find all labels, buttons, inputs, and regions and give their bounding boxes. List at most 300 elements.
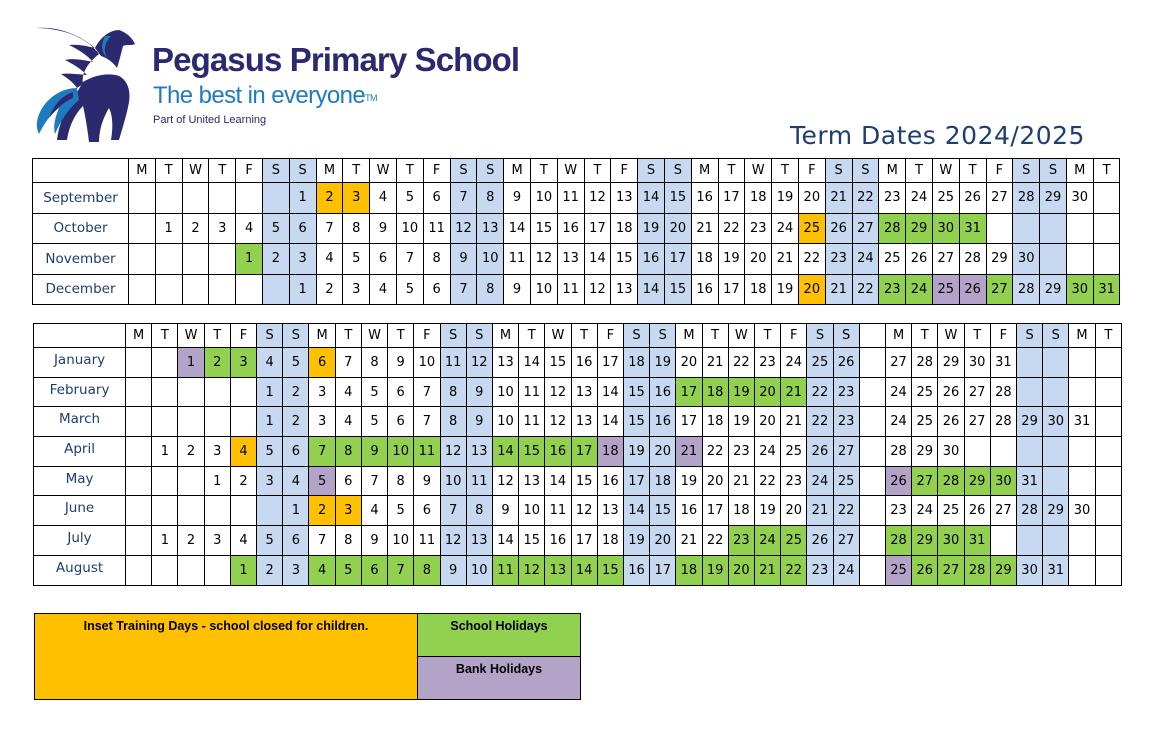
month-label: June — [34, 496, 126, 526]
weekday-header: S — [638, 159, 665, 183]
day-cell: 10 — [477, 244, 504, 275]
day-cell: 4 — [230, 437, 256, 467]
empty-cell — [126, 377, 152, 407]
empty-cell — [1043, 377, 1069, 407]
empty-cell — [126, 555, 152, 585]
weekday-header: S — [650, 324, 676, 348]
day-cell: 30 — [938, 526, 964, 556]
day-cell: 4 — [370, 274, 397, 305]
day-cell: 20 — [650, 526, 676, 556]
day-cell: 24 — [912, 496, 938, 526]
day-cell: 20 — [754, 377, 780, 407]
day-cell: 5 — [257, 437, 283, 467]
day-cell: 26 — [938, 377, 964, 407]
day-cell: 8 — [335, 437, 361, 467]
gap-cell — [859, 437, 885, 467]
day-cell: 30 — [990, 466, 1016, 496]
empty-cell — [1095, 526, 1121, 556]
weekday-header: M — [885, 324, 911, 348]
day-cell: 28 — [1016, 496, 1042, 526]
day-cell: 6 — [283, 526, 309, 556]
day-cell: 25 — [781, 437, 807, 467]
day-cell: 14 — [638, 274, 665, 305]
day-cell: 15 — [530, 213, 557, 244]
month-label: July — [34, 526, 126, 556]
day-cell: 13 — [466, 526, 492, 556]
day-cell: 15 — [664, 183, 691, 214]
day-cell: 13 — [545, 555, 571, 585]
weekday-header: S — [257, 324, 283, 348]
day-cell: 28 — [885, 437, 911, 467]
month-row — [34, 466, 1122, 496]
day-cell: 14 — [492, 437, 518, 467]
day-cell: 19 — [702, 555, 728, 585]
day-cell: 6 — [388, 407, 414, 437]
empty-cell — [126, 496, 152, 526]
day-cell: 4 — [309, 555, 335, 585]
weekday-header: W — [557, 159, 584, 183]
weekday-header: M — [1066, 159, 1093, 183]
day-cell: 29 — [938, 348, 964, 378]
day-cell: 22 — [798, 244, 825, 275]
day-cell: 27 — [964, 407, 990, 437]
day-cell: 12 — [545, 377, 571, 407]
day-cell: 21 — [676, 526, 702, 556]
day-cell: 27 — [852, 213, 879, 244]
day-cell: 29 — [986, 244, 1013, 275]
day-cell: 22 — [833, 496, 859, 526]
day-cell: 22 — [702, 437, 728, 467]
day-cell: 17 — [664, 244, 691, 275]
day-cell: 10 — [530, 274, 557, 305]
day-cell: 31 — [990, 348, 1016, 378]
day-cell: 21 — [807, 496, 833, 526]
empty-cell — [204, 377, 230, 407]
day-cell: 18 — [623, 348, 649, 378]
day-cell: 30 — [1066, 274, 1093, 305]
day-cell: 5 — [361, 407, 387, 437]
day-cell: 17 — [718, 183, 745, 214]
empty-cell — [204, 555, 230, 585]
day-cell: 23 — [754, 348, 780, 378]
day-cell: 6 — [388, 377, 414, 407]
day-cell: 11 — [466, 466, 492, 496]
day-cell: 5 — [343, 244, 370, 275]
day-cell: 18 — [745, 274, 772, 305]
day-cell: 26 — [885, 466, 911, 496]
weekday-header: T — [718, 159, 745, 183]
empty-cell — [230, 407, 256, 437]
day-cell: 11 — [557, 183, 584, 214]
day-cell: 1 — [283, 496, 309, 526]
day-cell: 20 — [664, 213, 691, 244]
weekday-header: W — [932, 159, 959, 183]
empty-cell — [1043, 526, 1069, 556]
empty-cell — [1093, 183, 1120, 214]
empty-cell — [155, 183, 182, 214]
day-cell: 24 — [833, 555, 859, 585]
weekday-header: T — [155, 159, 182, 183]
day-cell: 15 — [519, 526, 545, 556]
weekday-header: T — [388, 324, 414, 348]
weekday-header: M — [492, 324, 518, 348]
day-cell: 11 — [492, 555, 518, 585]
empty-cell — [986, 213, 1013, 244]
weekday-header: T — [702, 324, 728, 348]
day-cell: 5 — [335, 555, 361, 585]
day-cell: 8 — [466, 496, 492, 526]
weekday-header: M — [316, 159, 343, 183]
weekday-header: S — [623, 324, 649, 348]
weekday-header: S — [807, 324, 833, 348]
weekday-header: S — [1013, 159, 1040, 183]
gap-cell — [859, 526, 885, 556]
weekday-header: T — [912, 324, 938, 348]
day-cell: 13 — [477, 213, 504, 244]
day-cell: 12 — [466, 348, 492, 378]
day-cell: 10 — [396, 213, 423, 244]
day-cell: 16 — [623, 555, 649, 585]
weekday-header: S — [833, 324, 859, 348]
day-cell: 20 — [798, 183, 825, 214]
day-cell: 1 — [152, 437, 178, 467]
weekday-header: W — [182, 159, 209, 183]
day-cell: 12 — [440, 526, 466, 556]
weekday-header: S — [825, 159, 852, 183]
gap-cell — [859, 377, 885, 407]
weekday-header: T — [209, 159, 236, 183]
month-label: May — [34, 466, 126, 496]
day-cell: 7 — [309, 526, 335, 556]
empty-cell — [1016, 437, 1042, 467]
empty-cell — [152, 496, 178, 526]
weekday-header: S — [1016, 324, 1042, 348]
weekday-header: F — [990, 324, 1016, 348]
empty-cell — [178, 555, 204, 585]
day-cell: 24 — [906, 274, 933, 305]
empty-cell — [1043, 348, 1069, 378]
weekday-header: S — [283, 324, 309, 348]
day-cell: 22 — [718, 213, 745, 244]
day-cell: 16 — [545, 437, 571, 467]
day-cell: 9 — [440, 555, 466, 585]
day-cell: 9 — [388, 348, 414, 378]
pegasus-logo-icon — [27, 22, 142, 146]
day-cell: 10 — [388, 437, 414, 467]
day-cell: 13 — [597, 496, 623, 526]
month-row — [33, 183, 1120, 214]
weekday-header: F — [781, 324, 807, 348]
day-cell: 1 — [236, 244, 263, 275]
weekday-header: F — [798, 159, 825, 183]
day-cell: 6 — [309, 348, 335, 378]
day-cell: 12 — [492, 466, 518, 496]
day-cell: 22 — [807, 407, 833, 437]
month-label: March — [34, 407, 126, 437]
weekday-header — [859, 324, 885, 348]
empty-cell — [1040, 244, 1067, 275]
day-cell: 4 — [361, 496, 387, 526]
day-cell: 25 — [932, 274, 959, 305]
month-label: October — [33, 213, 129, 244]
day-cell: 1 — [257, 407, 283, 437]
day-cell: 20 — [754, 407, 780, 437]
empty-cell — [230, 377, 256, 407]
weekday-header: F — [414, 324, 440, 348]
day-cell: 4 — [257, 348, 283, 378]
day-cell: 14 — [584, 244, 611, 275]
month-row — [34, 496, 1122, 526]
day-cell: 2 — [316, 274, 343, 305]
day-cell: 28 — [990, 377, 1016, 407]
weekday-header: S — [289, 159, 316, 183]
month-label: February — [34, 377, 126, 407]
day-cell: 23 — [781, 466, 807, 496]
day-cell: 6 — [370, 244, 397, 275]
day-cell: 15 — [597, 555, 623, 585]
day-cell: 31 — [1093, 274, 1120, 305]
day-cell: 20 — [728, 555, 754, 585]
weekday-header: F — [236, 159, 263, 183]
day-cell: 25 — [798, 213, 825, 244]
weekday-header: W — [370, 159, 397, 183]
weekday-header: S — [440, 324, 466, 348]
empty-cell — [155, 274, 182, 305]
empty-cell — [178, 466, 204, 496]
day-cell: 21 — [825, 183, 852, 214]
weekday-header: T — [204, 324, 230, 348]
day-cell: 30 — [964, 348, 990, 378]
day-cell: 21 — [825, 274, 852, 305]
day-cell: 4 — [335, 407, 361, 437]
weekday-header: M — [691, 159, 718, 183]
day-cell: 17 — [584, 213, 611, 244]
day-cell: 21 — [691, 213, 718, 244]
day-cell: 4 — [283, 466, 309, 496]
empty-cell — [129, 213, 156, 244]
empty-cell — [126, 466, 152, 496]
day-cell: 8 — [388, 466, 414, 496]
empty-cell — [126, 437, 152, 467]
day-cell: 29 — [964, 466, 990, 496]
day-cell: 8 — [440, 377, 466, 407]
day-cell: 12 — [584, 183, 611, 214]
day-cell: 27 — [986, 274, 1013, 305]
month-label: April — [34, 437, 126, 467]
day-cell: 26 — [833, 348, 859, 378]
day-cell: 20 — [781, 496, 807, 526]
day-cell: 1 — [289, 183, 316, 214]
day-cell: 30 — [1013, 244, 1040, 275]
legend-school-holidays: School Holidays — [418, 614, 581, 657]
day-cell: 4 — [370, 183, 397, 214]
day-cell: 27 — [912, 466, 938, 496]
weekday-header: T — [335, 324, 361, 348]
day-cell: 18 — [597, 437, 623, 467]
day-cell: 25 — [912, 377, 938, 407]
day-cell: 16 — [545, 526, 571, 556]
day-cell: 11 — [440, 348, 466, 378]
empty-cell — [1066, 213, 1093, 244]
day-cell: 8 — [423, 244, 450, 275]
day-cell: 28 — [959, 244, 986, 275]
day-cell: 3 — [204, 437, 230, 467]
month-row — [34, 377, 1122, 407]
day-cell: 5 — [309, 466, 335, 496]
weekday-header: T — [584, 159, 611, 183]
day-cell: 27 — [938, 555, 964, 585]
weekday-header: T — [754, 324, 780, 348]
day-cell: 23 — [879, 183, 906, 214]
day-cell: 8 — [335, 526, 361, 556]
day-cell: 2 — [257, 555, 283, 585]
legend-bank-holidays: Bank Holidays — [418, 657, 581, 700]
month-row — [33, 213, 1120, 244]
part-of-text: Part of United Learning — [153, 114, 267, 126]
weekday-header: S — [1040, 159, 1067, 183]
weekday-header: T — [519, 324, 545, 348]
day-cell: 2 — [316, 183, 343, 214]
empty-cell — [1016, 526, 1042, 556]
day-cell: 1 — [257, 377, 283, 407]
day-cell: 17 — [676, 377, 702, 407]
empty-cell — [1095, 496, 1121, 526]
empty-cell — [178, 377, 204, 407]
day-cell: 9 — [466, 407, 492, 437]
day-cell: 31 — [964, 526, 990, 556]
day-cell: 23 — [833, 407, 859, 437]
day-cell: 27 — [990, 496, 1016, 526]
day-cell: 13 — [571, 377, 597, 407]
day-cell: 27 — [986, 183, 1013, 214]
weekday-header: F — [986, 159, 1013, 183]
day-cell: 21 — [728, 466, 754, 496]
empty-cell — [1043, 466, 1069, 496]
day-cell: 19 — [772, 183, 799, 214]
day-cell: 12 — [584, 274, 611, 305]
empty-cell — [204, 407, 230, 437]
empty-cell — [178, 496, 204, 526]
day-cell: 23 — [833, 377, 859, 407]
day-cell: 28 — [1013, 274, 1040, 305]
day-cell: 2 — [283, 377, 309, 407]
day-cell: 9 — [361, 526, 387, 556]
day-cell: 25 — [932, 183, 959, 214]
day-cell: 28 — [990, 407, 1016, 437]
month-label: November — [33, 244, 129, 275]
day-cell: 15 — [571, 466, 597, 496]
day-cell: 9 — [504, 183, 531, 214]
day-cell: 18 — [745, 183, 772, 214]
empty-cell — [209, 244, 236, 275]
day-cell: 10 — [414, 348, 440, 378]
day-cell: 10 — [492, 407, 518, 437]
day-cell: 18 — [728, 496, 754, 526]
day-cell: 18 — [702, 407, 728, 437]
empty-cell — [182, 244, 209, 275]
day-cell: 22 — [781, 555, 807, 585]
day-cell: 27 — [885, 348, 911, 378]
day-cell: 19 — [650, 348, 676, 378]
day-cell: 8 — [361, 348, 387, 378]
day-cell: 15 — [519, 437, 545, 467]
day-cell: 14 — [638, 183, 665, 214]
day-cell: 2 — [182, 213, 209, 244]
day-cell: 20 — [676, 348, 702, 378]
day-cell: 8 — [477, 183, 504, 214]
empty-cell — [1040, 213, 1067, 244]
day-cell: 4 — [236, 213, 263, 244]
day-cell: 5 — [361, 377, 387, 407]
day-cell: 3 — [309, 407, 335, 437]
day-cell: 25 — [833, 466, 859, 496]
day-cell: 15 — [664, 274, 691, 305]
weekday-header: S — [852, 159, 879, 183]
day-cell: 6 — [423, 274, 450, 305]
page-title: Term Dates 2024/2025 — [790, 121, 1085, 150]
day-cell: 29 — [912, 437, 938, 467]
day-cell: 6 — [289, 213, 316, 244]
day-cell: 21 — [772, 244, 799, 275]
weekday-header: W — [178, 324, 204, 348]
day-cell: 29 — [1040, 183, 1067, 214]
day-cell: 5 — [257, 526, 283, 556]
day-cell: 16 — [650, 377, 676, 407]
day-cell: 23 — [745, 213, 772, 244]
day-cell: 16 — [571, 348, 597, 378]
day-cell: 20 — [650, 437, 676, 467]
day-cell: 9 — [414, 466, 440, 496]
day-cell: 9 — [361, 437, 387, 467]
day-cell: 7 — [414, 377, 440, 407]
day-cell: 28 — [964, 555, 990, 585]
day-cell: 11 — [414, 526, 440, 556]
day-cell: 23 — [728, 437, 754, 467]
weekday-header: S — [262, 159, 289, 183]
empty-cell — [182, 274, 209, 305]
day-cell: 5 — [388, 496, 414, 526]
empty-cell — [204, 496, 230, 526]
weekday-header: W — [745, 159, 772, 183]
day-cell: 5 — [262, 213, 289, 244]
day-cell: 17 — [702, 496, 728, 526]
weekday-header: T — [964, 324, 990, 348]
empty-cell — [126, 348, 152, 378]
day-cell: 12 — [530, 244, 557, 275]
empty-cell — [990, 526, 1016, 556]
weekday-header: M — [879, 159, 906, 183]
day-cell: 6 — [361, 555, 387, 585]
weekday-header: S — [477, 159, 504, 183]
day-cell: 25 — [885, 555, 911, 585]
day-cell: 24 — [852, 244, 879, 275]
month-row — [34, 526, 1122, 556]
day-cell: 26 — [912, 555, 938, 585]
day-cell: 20 — [702, 466, 728, 496]
day-cell: 23 — [879, 274, 906, 305]
weekday-header: T — [906, 159, 933, 183]
gap-cell — [859, 407, 885, 437]
day-cell: 16 — [557, 213, 584, 244]
empty-cell — [129, 274, 156, 305]
month-row — [34, 348, 1122, 378]
school-motto — [153, 82, 377, 110]
day-cell: 2 — [283, 407, 309, 437]
day-cell: 20 — [798, 274, 825, 305]
day-cell: 21 — [676, 437, 702, 467]
day-cell: 25 — [781, 526, 807, 556]
day-cell: 13 — [466, 437, 492, 467]
